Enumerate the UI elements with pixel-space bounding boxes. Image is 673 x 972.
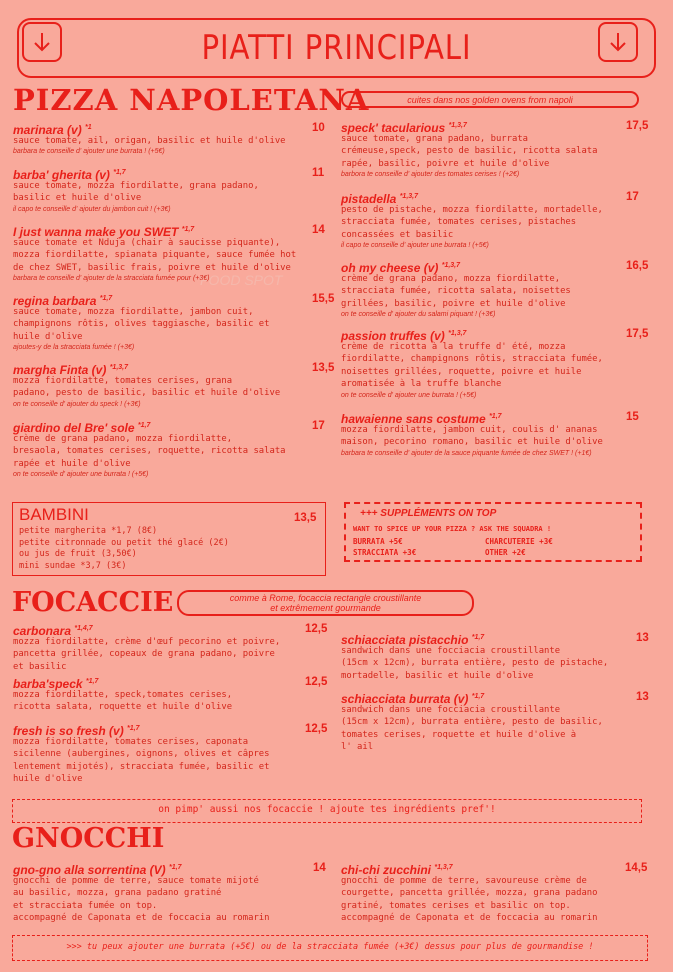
description-line: maison, pecorino romano, basilic et huile d'olive bbox=[341, 437, 603, 448]
description-line: (15cm x 12cm), burrata entière, pesto de basilic, bbox=[341, 717, 603, 728]
description-line: fiordilatte, champignons rôtis, stracciata fumée, bbox=[341, 354, 603, 365]
allergen-codes: *1,4,7 bbox=[74, 625, 93, 632]
allergen-codes: *1,7 bbox=[471, 693, 485, 700]
supplement-burrata: BURRATA +5€ bbox=[353, 537, 403, 546]
menu-item-description bbox=[13, 433, 286, 470]
description-line: sauce tomate, ail, origan, basilic et huile d'olive bbox=[13, 136, 286, 146]
menu-item-description bbox=[341, 704, 603, 754]
menu-item-description bbox=[341, 341, 603, 391]
description-line: sauce tomate et Nduja (chair à saucisse piquante), bbox=[13, 238, 281, 248]
description-line: crémeuse,speck, pesto de basilic, ricotta salata bbox=[341, 146, 598, 157]
description-line: mozza fiordilatte, jambon cuit, coulis d' ananas bbox=[341, 425, 598, 435]
description-line: sauce tomate, grana padano, burrata bbox=[341, 134, 529, 144]
supplement-stracciata: STRACCIATA +3€ bbox=[353, 548, 417, 557]
description-line: et basilic bbox=[13, 661, 67, 672]
description-line: gratiné, tomates cerises et basilic on top. bbox=[341, 900, 571, 911]
allergen-codes: *1,7 bbox=[99, 295, 113, 302]
menu-item-title: chi-chi zucchini bbox=[341, 863, 432, 877]
description-line: bresaola, tomates cerises, roquette, ricotta salata bbox=[13, 446, 286, 457]
allergen-codes: *1,3,7 bbox=[441, 262, 461, 269]
allergen-codes: *1,3,7 bbox=[399, 193, 418, 200]
menu-item-tip: barbara te conseille d' ajouter une burrata ! (+5€) bbox=[13, 148, 165, 156]
description-line: rapée et huile d'olive bbox=[13, 458, 131, 469]
focaccie-tagline bbox=[177, 590, 474, 616]
menu-item-price: 17 bbox=[312, 420, 325, 432]
bambini-line: petite margherita *1,7 (8€) bbox=[19, 526, 158, 536]
description-line: aromatisée à la truffe blanche bbox=[341, 379, 502, 390]
description-line: crème de grana padano, mozza fiordilatte, bbox=[341, 274, 561, 284]
description-line: mozza fiordilatte, tomates cerises, caponata bbox=[13, 737, 249, 747]
description-line: padano, pesto de basilic, basilic et huile d'olive bbox=[13, 388, 281, 399]
description-line: lentement mijotés), stracciata fumée, basilic et bbox=[13, 761, 270, 772]
section-title-focaccie: FOCACCIE bbox=[12, 587, 174, 618]
menu-item-title: barba' gherita (v) bbox=[13, 168, 110, 182]
menu-item-price: 12,5 bbox=[305, 676, 328, 688]
description-line: grillées, basilic, poivre et huile d'olive bbox=[341, 298, 566, 309]
arrow-down-icon bbox=[607, 31, 629, 53]
description-line: sandwich dans une focciacia croustillante bbox=[341, 646, 561, 656]
menu-item-title: passion truffes (v) bbox=[341, 329, 445, 343]
description-line: mozza fiordilatte, crème d'œuf pecorino et poivre, bbox=[13, 637, 281, 647]
menu-item-title: schiacciata burrata (v) bbox=[341, 692, 469, 706]
description-line: crème de ricotta à la truffe d' été, mozza bbox=[341, 342, 566, 352]
description-line: mozza fiordilatte, tomates cerises, grana bbox=[13, 376, 233, 386]
description-line: stracciata fumée, tomates cerises, pistaches bbox=[341, 217, 577, 228]
menu-item-title: carbonara bbox=[13, 624, 72, 638]
menu-item-title: regina barbara bbox=[13, 294, 97, 308]
description-line: mozza fiordilatte, speck,tomates cerises, bbox=[13, 690, 233, 700]
focaccie-tagline-line: et extrêmement gourmande bbox=[270, 603, 381, 613]
allergen-codes: *1,7 bbox=[113, 169, 126, 176]
allergen-codes: *1,3,7 bbox=[434, 864, 453, 871]
description-line: concassées et basilic bbox=[341, 229, 454, 240]
description-line: noisettes grillées, roquette, poivre et huile bbox=[341, 366, 582, 377]
menu-item-tip: ajoutes-y de la stracciata fumée ! (+3€) bbox=[13, 344, 135, 352]
bambini-lines bbox=[19, 526, 229, 572]
menu-item-price: 14 bbox=[312, 224, 325, 236]
menu-item-title: marinara (v) bbox=[13, 123, 82, 137]
menu-item-price: 17,5 bbox=[626, 120, 649, 132]
menu-item-description bbox=[341, 875, 597, 925]
allergen-codes: *1,3,7 bbox=[448, 122, 467, 129]
menu-item-tip: il capo te conseille d' ajouter du jambon cuit ! (+3€) bbox=[13, 205, 171, 213]
menu-item-price: 17,5 bbox=[626, 328, 649, 340]
description-line: crème de grana padano, mozza fiordilatte, bbox=[13, 434, 233, 444]
menu-item-title: giardino del Bre' sole bbox=[13, 421, 135, 435]
menu-item-price: 10 bbox=[312, 122, 325, 134]
menu-item-title: fresh is so fresh (v) bbox=[13, 724, 124, 738]
arrow-down-icon bbox=[31, 31, 53, 53]
description-line: huile d'olive bbox=[13, 774, 83, 785]
description-line: rapée, basilic, poivre et huile d'olive bbox=[341, 158, 550, 169]
bambini-price: 13,5 bbox=[294, 512, 317, 524]
description-line: au basilic, mozza, grana padano gratiné bbox=[13, 888, 222, 899]
focaccie-note: on pimp' aussi nos focaccie ! ajoute tes ingrédients pref'! bbox=[158, 804, 496, 815]
bambini-line: ou jus de fruit (3,50€) bbox=[19, 549, 137, 560]
description-line: accompagné de Caponata et de foccacia au romarin bbox=[13, 913, 270, 924]
allergen-codes: *1,3,7 bbox=[448, 330, 467, 337]
description-line: gnocchi de pomme de terre, savoureuse crème de bbox=[341, 876, 587, 886]
menu-item-title: hawaienne sans costume bbox=[341, 412, 486, 426]
menu-item-tip: il capo te conseille d' ajouter une burrata ! (+5€) bbox=[341, 242, 489, 250]
menu-item-price: 16,5 bbox=[626, 260, 649, 272]
scroll-down-button-left[interactable] bbox=[22, 22, 62, 62]
description-line: basilic et huile d'olive bbox=[13, 193, 142, 204]
menu-item-price: 14,5 bbox=[625, 862, 648, 874]
description-line: sauce tomate, mozza fiordilatte, grana padano, bbox=[13, 181, 259, 191]
description-line: de chez SWET, basilic frais, poivre et huile d'olive bbox=[13, 262, 291, 273]
description-line: sandwich dans une focciacia croustillante bbox=[341, 705, 561, 715]
description-line: sauce tomate, mozza fiordilatte, jambon cuit, bbox=[13, 307, 254, 317]
menu-item-description bbox=[13, 135, 286, 147]
description-line: sicilenne (aubergines, oignons, olives et câpres bbox=[13, 749, 270, 760]
allergen-codes: *1,7 bbox=[169, 864, 182, 871]
supplement-charcuterie: CHARCUTERIE +3€ bbox=[485, 537, 553, 546]
menu-item-price: 17 bbox=[626, 191, 639, 203]
description-line: mortadelle, basilic et huile d'olive bbox=[341, 670, 534, 681]
menu-item-description bbox=[341, 133, 597, 170]
menu-item-tip: on te conseille d' ajouter du salami piquant ! (+3€) bbox=[341, 311, 496, 319]
menu-item-description bbox=[13, 180, 259, 205]
menu-item-price: 13,5 bbox=[312, 362, 335, 374]
description-line: pancetta grillée, copeaux de grana padano, poivre bbox=[13, 649, 275, 660]
scroll-down-button-right[interactable] bbox=[598, 22, 638, 62]
description-line: l' ail bbox=[341, 742, 374, 753]
menu-item-price: 11 bbox=[312, 167, 325, 179]
focaccie-tagline-line: comme à Rome, focaccia rectangle croustillante bbox=[229, 593, 422, 603]
menu-item-title: oh my cheese (v) bbox=[341, 261, 439, 275]
supplement-other: OTHER +2€ bbox=[485, 548, 526, 557]
bambini-line: petite citronnade ou petit thé glacé (2€) bbox=[19, 537, 229, 548]
section-title-pizza: PIZZA NAPOLETANA bbox=[13, 83, 370, 117]
description-line: ricotta salata, roquette et huile d'olive bbox=[13, 702, 233, 713]
menu-item-tip: barbara te conseille d' ajouter de la sauce piquante fumée de chez SWET ! (+1€) bbox=[341, 449, 592, 457]
menu-item-description bbox=[341, 424, 603, 449]
menu-item-title: speck' tacularious bbox=[341, 121, 446, 135]
menu-item-price: 13 bbox=[636, 691, 649, 703]
menu-item-price: 12,5 bbox=[305, 623, 328, 635]
menu-item-price: 12,5 bbox=[305, 723, 328, 735]
menu-item-description bbox=[13, 375, 280, 400]
gnocchi-note: >>> tu peux ajouter une burrata (+5€) ou de la stracciata fumée (+3€) dessus pour plus de gourmandise ! bbox=[66, 942, 594, 952]
menu-item-description bbox=[13, 636, 280, 673]
description-line: et stracciata fumée on top. bbox=[13, 900, 158, 911]
allergen-codes: *1,7 bbox=[181, 226, 195, 233]
allergen-codes: *1,7 bbox=[85, 678, 99, 685]
menu-item-tip: on te conseille d' ajouter du speck ! (+3€) bbox=[13, 400, 141, 408]
menu-item-title: pistadella bbox=[341, 192, 397, 206]
page-title: PIATTI PRINCIPALI bbox=[201, 28, 472, 68]
menu-item-description bbox=[13, 689, 232, 714]
menu-item-title: gno-gno alla sorrentina (V) bbox=[13, 863, 166, 877]
menu-item-description bbox=[13, 237, 296, 274]
allergen-codes: *1,3,7 bbox=[109, 364, 128, 371]
menu-item-tip: on te conseille d' ajouter une burrata ! (+5€) bbox=[341, 391, 477, 399]
menu-item-title: margha Finta (v) bbox=[13, 363, 107, 377]
description-line: gnocchi de pomme de terre, sauce tomate mijoté bbox=[13, 876, 259, 886]
description-line: champignons rôtis, olives taggiasche, basilic et bbox=[13, 319, 270, 330]
section-title-gnocchi: GNOCCHI bbox=[12, 823, 165, 854]
watermark: FOOD SPOT bbox=[200, 272, 283, 288]
menu-item-tip: on te conseille d' ajouter une burrata ! (+5€) bbox=[13, 471, 149, 479]
allergen-codes: *1,7 bbox=[471, 634, 485, 641]
menu-item-price: 14 bbox=[313, 862, 326, 874]
menu-item-title: barba'speck bbox=[13, 677, 83, 691]
menu-item-price: 13 bbox=[636, 632, 649, 644]
description-line: (15cm x 12cm), burrata entière, pesto de pistache, bbox=[341, 658, 609, 669]
supplements-title: +++ SUPPLÉMENTS ON TOP bbox=[360, 508, 497, 519]
allergen-codes: *1,7 bbox=[137, 422, 151, 429]
bambini-line: mini sundae *3,7 (3€) bbox=[19, 560, 127, 571]
menu-item-description bbox=[13, 306, 269, 343]
menu-item-description bbox=[13, 875, 269, 925]
allergen-codes: *1 bbox=[85, 124, 92, 131]
description-line: mozza fiordilatte, spianata piquante, sauce fumée hot bbox=[13, 250, 297, 261]
menu-item-description bbox=[341, 273, 571, 310]
allergen-codes: *1,7 bbox=[127, 725, 140, 732]
description-line: accompagné de Caponata et de foccacia au romarin bbox=[341, 913, 598, 924]
description-line: tomates cerises, roquette et huile d'olive à bbox=[341, 729, 577, 740]
description-line: huile d'olive bbox=[13, 331, 83, 342]
menu-item-tip: barbara te conseille d' ajouter de la stracciata fumée pour (+3€) bbox=[13, 275, 210, 283]
description-line: stracciata fumée, ricotta salata, noisettes bbox=[341, 286, 571, 297]
allergen-codes: *1,7 bbox=[489, 413, 502, 420]
bambini-title: BAMBINI bbox=[19, 505, 89, 524]
menu-item-price: 15 bbox=[626, 411, 639, 423]
description-line: pesto de pistache, mozza fiordilatte, mortadelle, bbox=[341, 205, 603, 215]
menu-item-price: 15,5 bbox=[312, 293, 335, 305]
menu-item-title: I just wanna make you SWET bbox=[13, 225, 179, 239]
menu-item-description bbox=[341, 204, 603, 241]
menu-item-title: schiacciata pistacchio bbox=[341, 633, 469, 647]
pizza-tagline: cuites dans nos golden ovens from napoli bbox=[341, 91, 639, 108]
menu-item-tip: barbora te conseille d' ajouter des tomates cerises ! (+2€) bbox=[341, 171, 520, 179]
supplements-subtitle: WANT TO SPICE UP YOUR PIZZA ? ASK THE SQUADRA ! bbox=[353, 525, 552, 533]
menu-item-description bbox=[13, 736, 269, 786]
menu-item-description bbox=[341, 645, 608, 682]
description-line: courgette, pancetta grillée, mozza, grana padano bbox=[341, 888, 598, 899]
